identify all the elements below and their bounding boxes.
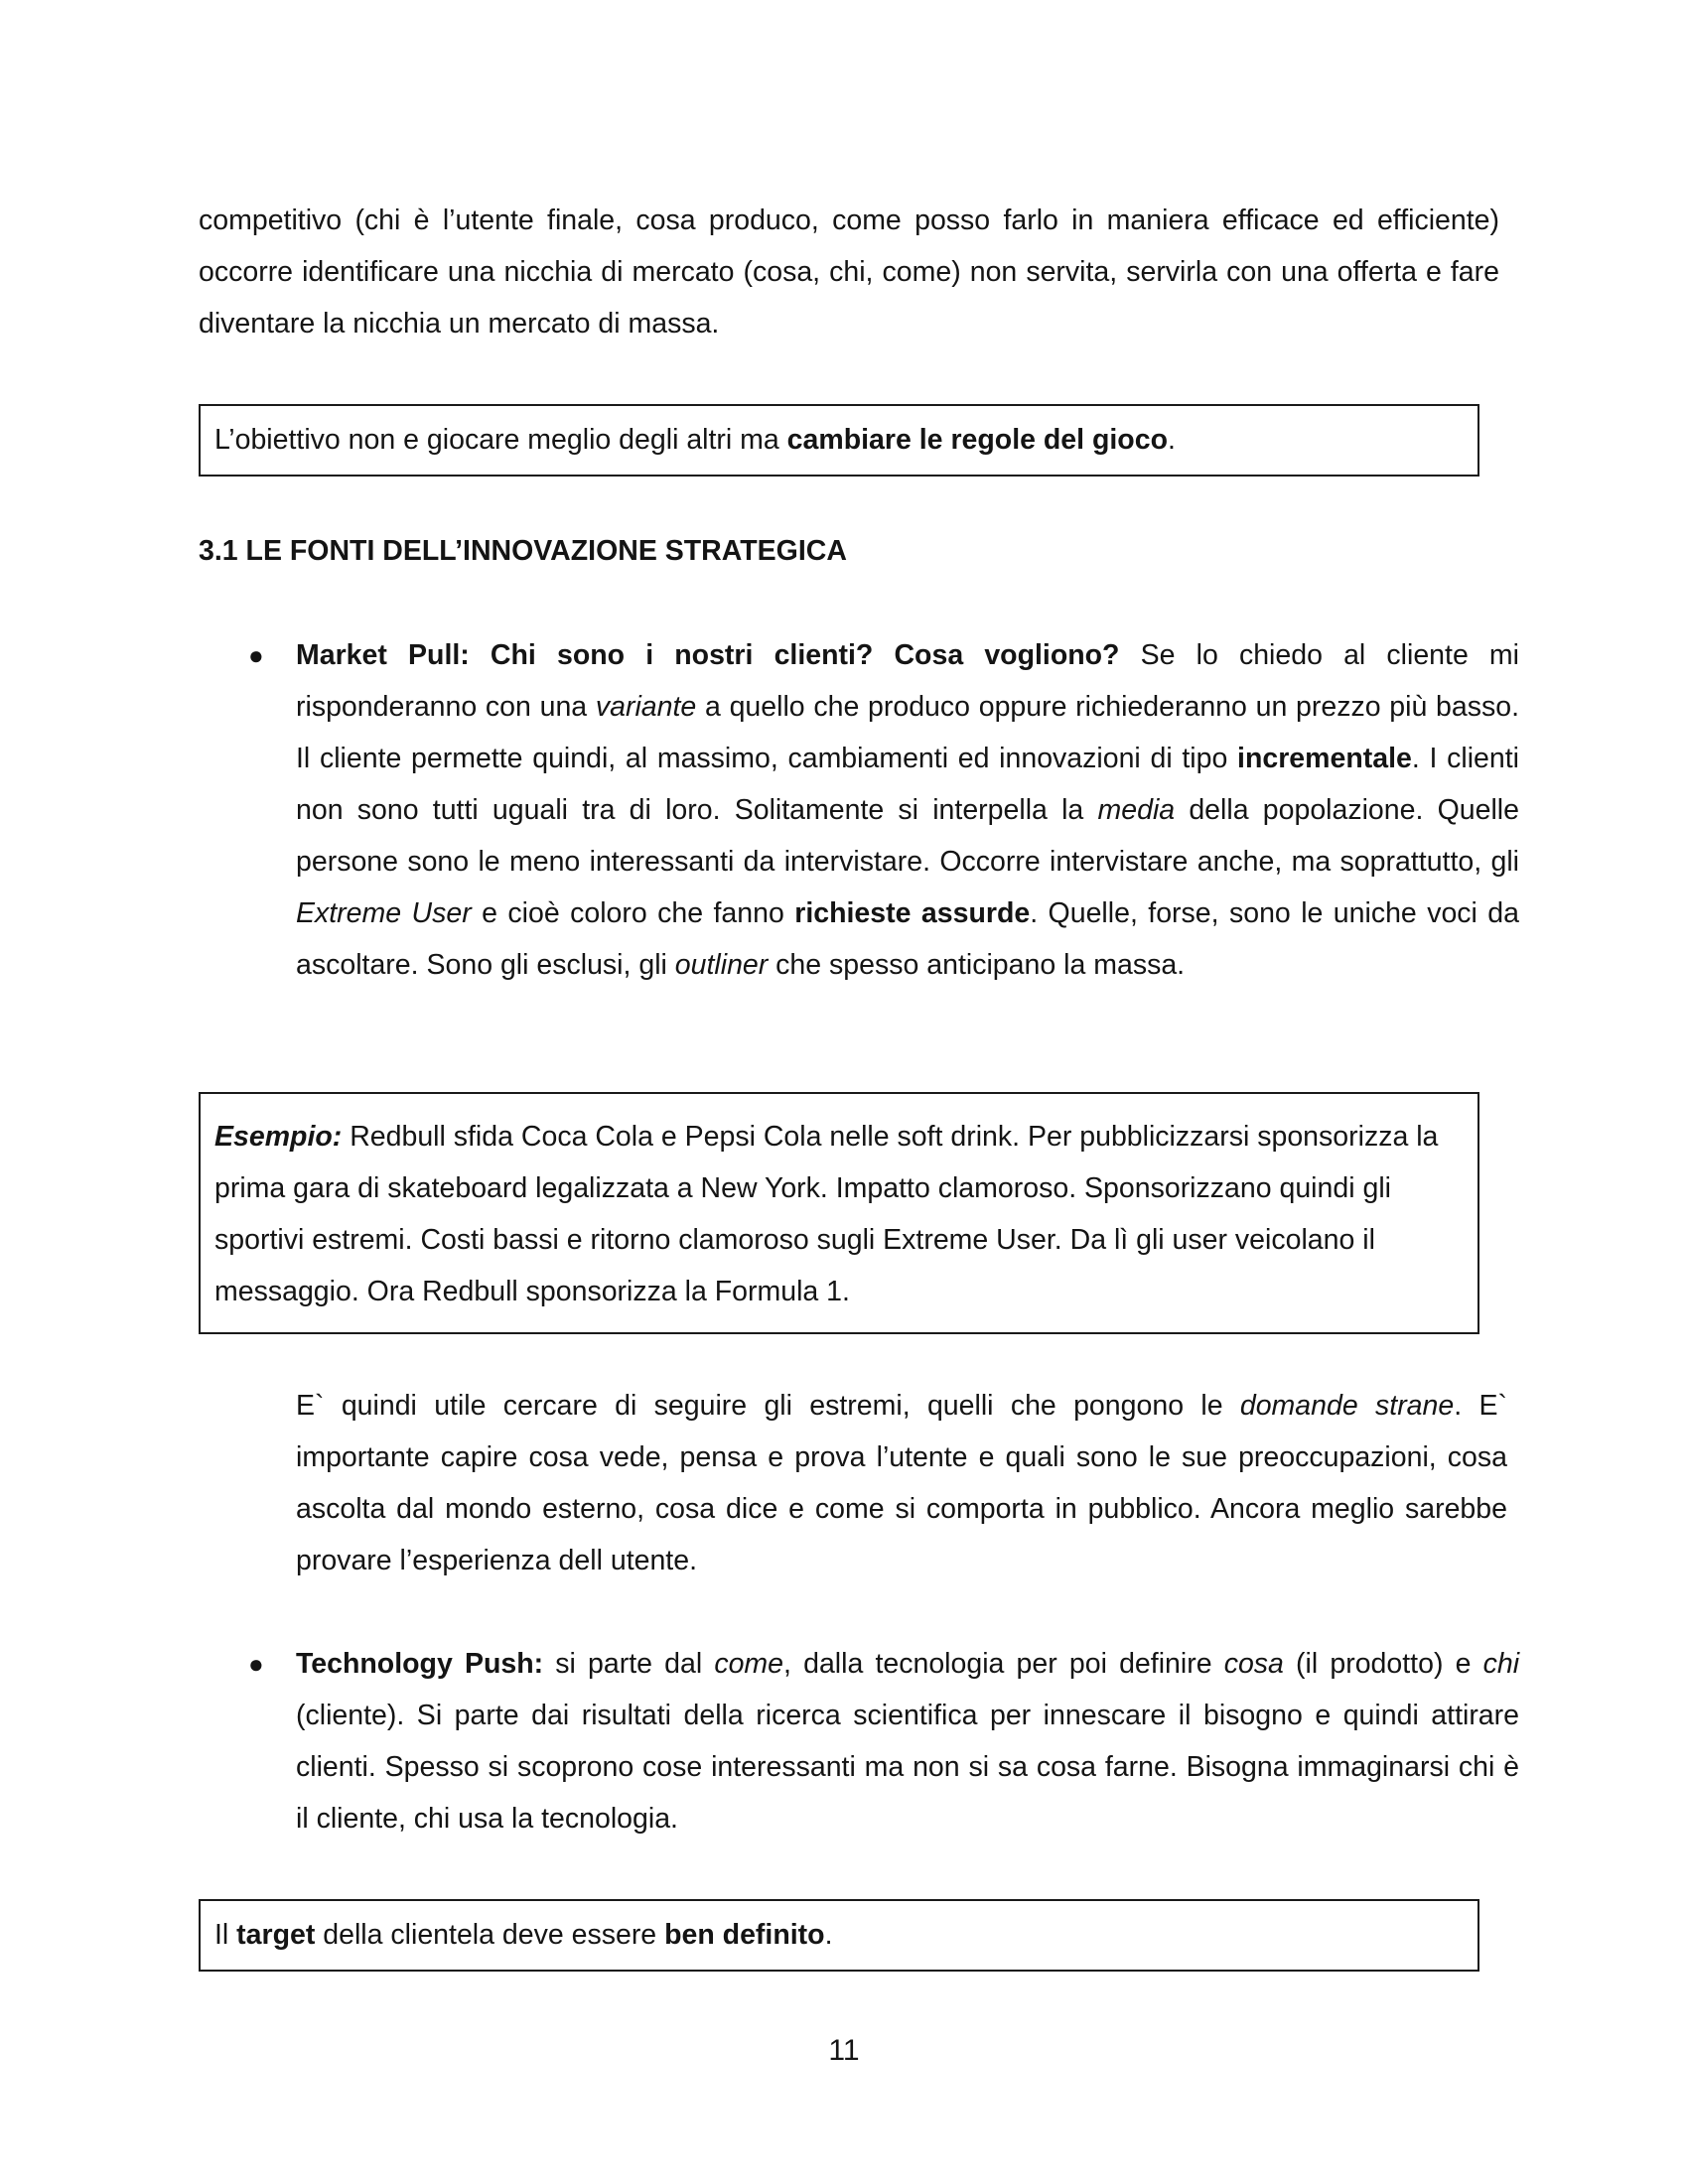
example-line-2: prima gara di skateboard legalizzata a New York. Impatto clamoroso. Sponsorizzano quindi gli <box>214 1172 1391 1204</box>
market-pull-title: Market Pull: Chi sono i nostri clienti? Cosa vogliono? <box>296 639 1120 671</box>
text-run: a quello che produco oppure richiederanno un prezzo più basso. Il cliente permette quindi, al massimo, cambiamenti ed innovazioni di tipo <box>296 691 1519 774</box>
italic-run: cosa <box>1223 1648 1284 1680</box>
text-run: Se lo chiedo al cliente mi risponderanno con una <box>296 639 1520 723</box>
italic-run: come <box>714 1648 784 1680</box>
example-line-1 <box>214 1111 1464 1162</box>
bold-run: richieste assurde <box>794 897 1031 929</box>
bold-run: ben definito <box>664 1919 825 1951</box>
text-run: . I clienti non sono tutti uguali tra di loro. Solitamente si interpella la <box>296 743 1519 826</box>
text-run: . E` importante capire cosa vede, pensa e prova l’utente e quali sono le sue preoccupazioni, cosa ascolta dal mondo esterno, cosa dice e come si comporta in pubblico. Ancora meglio sarebbe provare l’esperienza dell utente. <box>296 1390 1507 1576</box>
text-run: , dalla tecnologia per poi definire <box>783 1648 1224 1680</box>
extremes-paragraph <box>296 1380 1507 1586</box>
goal-emphasis: cambiare le regole del gioco <box>786 424 1168 456</box>
page-number: 11 <box>828 2034 860 2067</box>
text-run: che spesso anticipano la massa. <box>768 949 1186 981</box>
technology-push-title: Technology Push: <box>296 1648 544 1680</box>
text-run: . Quelle, forse, sono le uniche voci da ascoltare. Sono gli esclusi, gli <box>296 897 1519 981</box>
italic-run: Extreme User <box>296 897 472 929</box>
text-run: della popolazione. Quelle persone sono le meno interessanti da intervistare. Occorre intervistare anche, ma soprattutto, gli <box>296 794 1519 878</box>
goal-text: L’obiettivo non e giocare meglio degli altri ma <box>214 424 787 456</box>
goal-suffix: . <box>1167 424 1176 456</box>
example-line-3: sportivi estremi. Costi bassi e ritorno clamoroso sugli Extreme User. Da lì gli user veicolano il <box>214 1224 1375 1256</box>
example-line-4: messaggio. Ora Redbull sponsorizza la Formula 1. <box>214 1276 850 1307</box>
text-run: . <box>824 1919 833 1951</box>
bullet-dot-icon: ● <box>248 640 264 670</box>
text-run: (cliente). Si parte dai risultati della ricerca scientifica per innescare il bisogno e quindi attirare clienti. Spesso si scoprono cose interessanti ma non si sa cosa farne. Bisogna immaginarsi chi è il cliente, chi usa la tecnologia. <box>296 1700 1519 1835</box>
section-heading: 3.1 LE FONTI DELL’INNOVAZIONE STRATEGICA <box>199 535 847 567</box>
goal-callout-box <box>199 404 1479 477</box>
italic-run: variante <box>595 691 697 723</box>
market-pull-text <box>296 629 1519 991</box>
intro-paragraph <box>199 195 1499 349</box>
bold-run: incrementale <box>1237 743 1412 774</box>
intro-text: competitivo (chi è l’utente finale, cosa produco, come posso farlo in maniera efficace ed efficiente) occorre identificare una nicchia di mercato (cosa, chi, come) non servita, servirla con una offerta e fare diventare la nicchia un mercato di massa. <box>199 205 1499 340</box>
italic-run: media <box>1097 794 1176 826</box>
text-run: e cioè coloro che fanno <box>471 897 795 929</box>
example-callout-box <box>199 1092 1479 1334</box>
italic-run: outliner <box>674 949 769 981</box>
text-run: E` quindi utile cercare di seguire gli estremi, quelli che pongono le <box>296 1390 1240 1422</box>
target-callout-box <box>199 1899 1479 1972</box>
text-run: si parte dal <box>543 1648 715 1680</box>
text-run: Redbull sfida Coca Cola e Pepsi Cola nelle soft drink. Per pubblicizzarsi sponsorizza la <box>342 1121 1439 1153</box>
italic-run: chi <box>1482 1648 1520 1680</box>
bullet-dot-icon: ● <box>248 1649 264 1679</box>
text-run: della clientela deve essere <box>315 1919 665 1951</box>
example-label: Esempio: <box>214 1121 343 1153</box>
technology-push-text <box>296 1638 1519 1844</box>
italic-run: domande strane <box>1239 1390 1455 1422</box>
bold-run: target <box>236 1919 316 1951</box>
text-run: (il prodotto) e <box>1283 1648 1483 1680</box>
text-run: Il <box>214 1919 237 1951</box>
